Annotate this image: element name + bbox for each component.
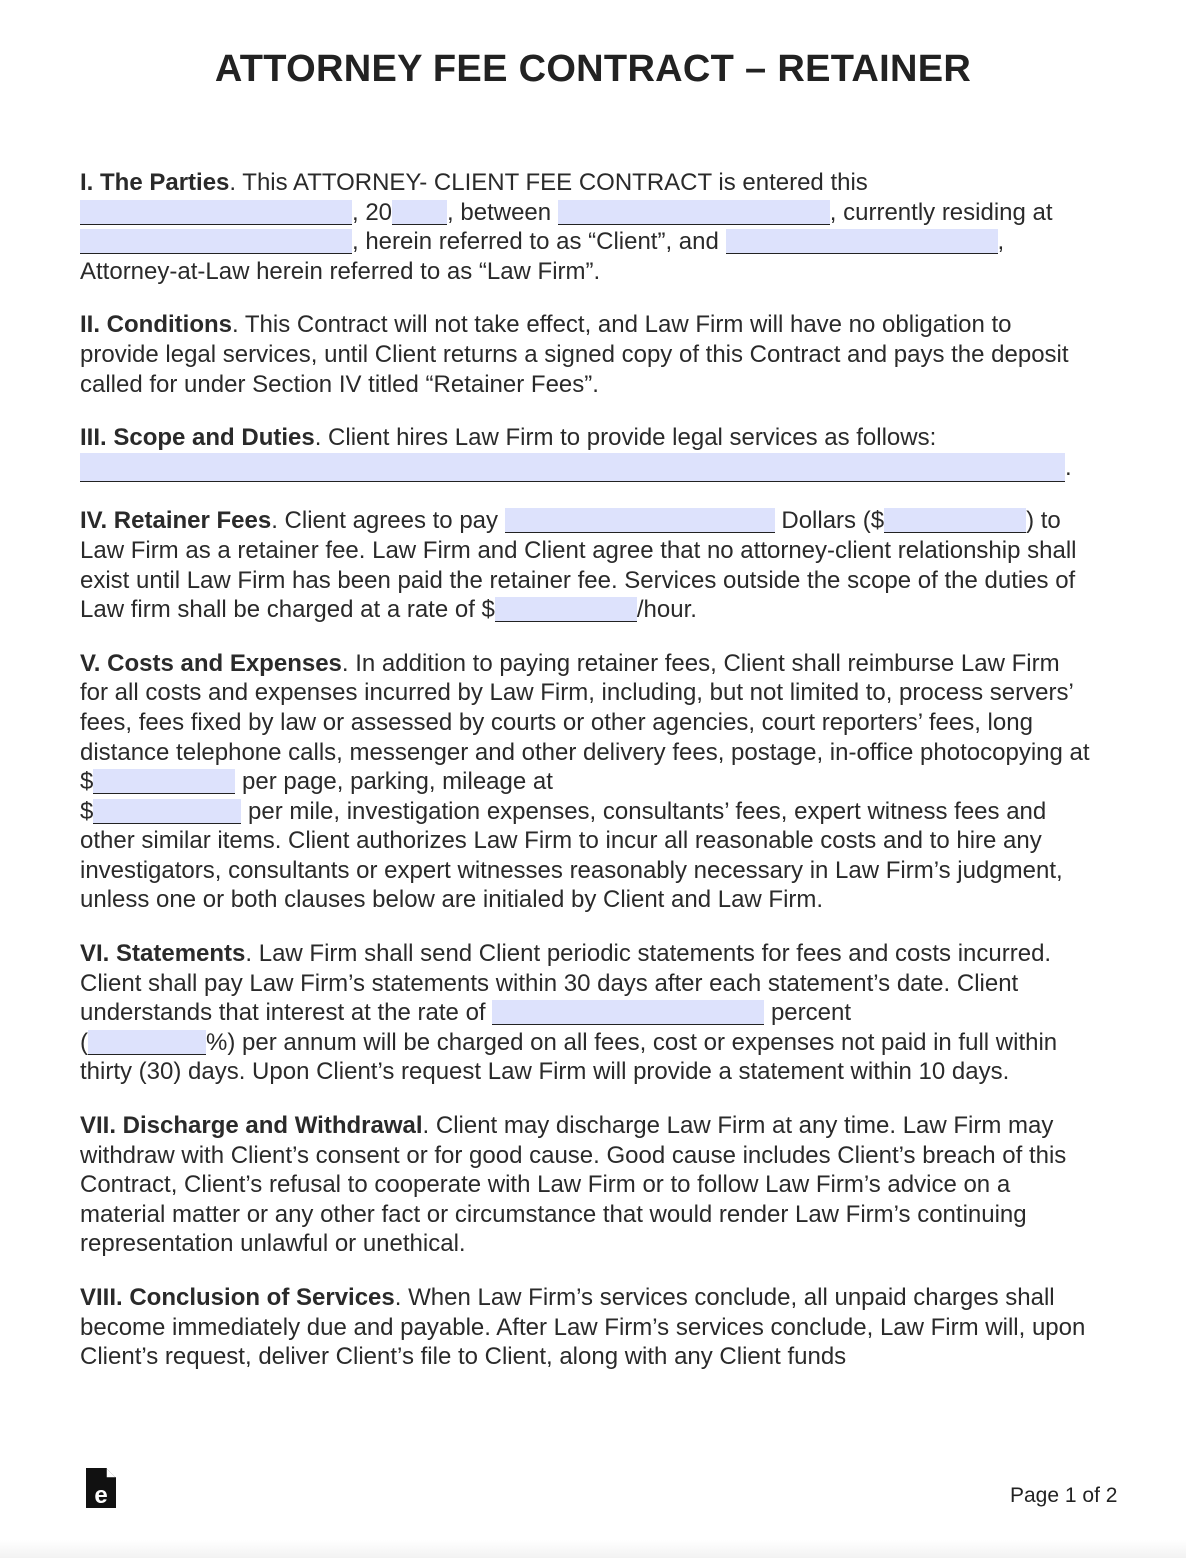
section-text: , between (447, 198, 552, 226)
section-text: Dollars ($ (781, 507, 885, 535)
retainer-amount-field[interactable] (884, 508, 1026, 533)
document-title: ATTORNEY FEE CONTRACT – RETAINER (214, 48, 972, 90)
section-text: . Client hires Law Firm to provide legal services as follows: (314, 424, 937, 452)
section-text: /hour. (636, 596, 697, 624)
section-statements (80, 939, 1092, 1087)
section-heading: VIII. Conclusion of Services (80, 1284, 395, 1311)
section-text: $ (80, 797, 94, 825)
legal-services-description-field[interactable] (80, 453, 1065, 482)
contract-day-field[interactable] (80, 200, 352, 225)
page-bottom-edge (0, 1540, 1186, 1558)
section-text: . (1065, 453, 1072, 481)
section-costs-expenses (80, 649, 1092, 915)
section-discharge-withdrawal (80, 1111, 1092, 1259)
section-heading: I. The Parties (80, 169, 230, 196)
section-text: , currently residing at (829, 198, 1053, 226)
section-heading: IV. Retainer Fees (80, 507, 272, 535)
client-address-field[interactable] (80, 229, 352, 254)
section-heading: III. Scope and Duties (80, 424, 315, 452)
section-text: . Law Firm shall send Client periodic statements for fees and costs incurred. Client shall pay Law Firm’s statements within 30 days after each statement’s date. Client understands that interest at the rate of (80, 940, 1052, 1027)
photocopy-rate-field[interactable] (93, 769, 235, 794)
section-retainer-fees (80, 506, 1092, 624)
section-parties (80, 168, 1092, 286)
section-conclusion-services (80, 1283, 1092, 1372)
eforms-logo-icon (86, 1468, 116, 1508)
section-text: per mile, investigation expenses, consultants’ fees, expert witness fees and other similar items. Client authorizes Law Firm to incur all reasonable costs and to hire any investigators, consultants or expert witnesses reasonably necessary in Law Firm’s judgment, unless one or both clauses below are initialed by Client and Law Firm. (80, 797, 1063, 914)
section-heading: VI. Statements (80, 940, 246, 968)
hourly-rate-field[interactable] (495, 597, 637, 622)
section-text: ( (80, 1028, 88, 1056)
contract-year-field[interactable] (392, 200, 447, 225)
section-conditions (80, 310, 1092, 399)
section-text: ) (1026, 507, 1035, 535)
interest-rate-words-field[interactable] (492, 1000, 764, 1025)
section-text: . Client may discharge Law Firm at any time. Law Firm may withdraw with Client’s consent or for good cause. Good cause includes Client’s breach of this Contract, Client’s refusal to cooperate with Law Firm or to follow Law Firm’s advice on a material matter or any other fact or circumstance that would render Law Firm’s continuing representation unlawful or unethical. (80, 1112, 1067, 1258)
section-text: . This Contract will not take effect, and Law Firm will have no obligation to provide legal services, until Client returns a signed copy of this Contract and pays the deposit called for under Section IV titled “Retainer Fees”. (80, 311, 1069, 398)
retainer-amount-words-field[interactable] (505, 508, 775, 533)
section-text: per page, parking, mileage at (242, 768, 553, 796)
contract-body (80, 168, 1092, 1396)
section-text: . This ATTORNEY- CLIENT FEE CONTRACT is entered this (229, 169, 868, 196)
section-text: . In addition to paying retainer fees, Client shall reimburse Law Firm for all costs and expenses incurred by Law Firm, including, but not limited to, process servers’ fees, fees fixed by law or assessed by courts or other agencies, court reporters’ fees, long distance telephone calls, messenger and other delivery fees, postage, in-office photocopying at $ (80, 649, 1090, 796)
section-text: , 20 (352, 198, 393, 226)
logo-letter: e (94, 1482, 108, 1508)
section-scope (80, 423, 1092, 482)
interest-rate-percent-field[interactable] (88, 1030, 206, 1055)
section-text: , (997, 228, 1005, 256)
section-text: . When Law Firm’s services conclude, all unpaid charges shall become immediately due and payable. After Law Firm’s services conclude, Law Firm will, upon Client’s request, deliver Client’s file to Client, along with any Client funds (80, 1284, 1086, 1371)
section-heading: V. Costs and Expenses (80, 649, 342, 677)
section-text: to Law Firm as a retainer fee. Law Firm and Client agree that no attorney-client relationship shall exist until Law Firm has been paid the retainer fee. Services outside the scope of the duties of Law firm shall be charged at a rate of $ (80, 507, 1077, 624)
section-text: percent (770, 999, 851, 1027)
attorney-name-field[interactable] (726, 229, 998, 254)
client-name-field[interactable] (558, 200, 830, 225)
page-number: Page 1 of 2 (1010, 1484, 1118, 1507)
section-text: . Client agrees to pay (271, 507, 499, 535)
section-text: %) per annum will be charged on all fees, cost or expenses not paid in full within thirty (30) days. Upon Client’s request Law Firm will provide a statement within 10 days. (80, 1028, 1058, 1086)
section-heading: VII. Discharge and Withdrawal (80, 1112, 423, 1140)
section-text: , herein referred to as “Client”, and (352, 228, 719, 256)
mileage-rate-field[interactable] (93, 799, 241, 824)
section-heading: II. Conditions (80, 311, 232, 339)
section-text: Attorney-at-Law herein referred to as “Law Firm”. (80, 257, 601, 285)
